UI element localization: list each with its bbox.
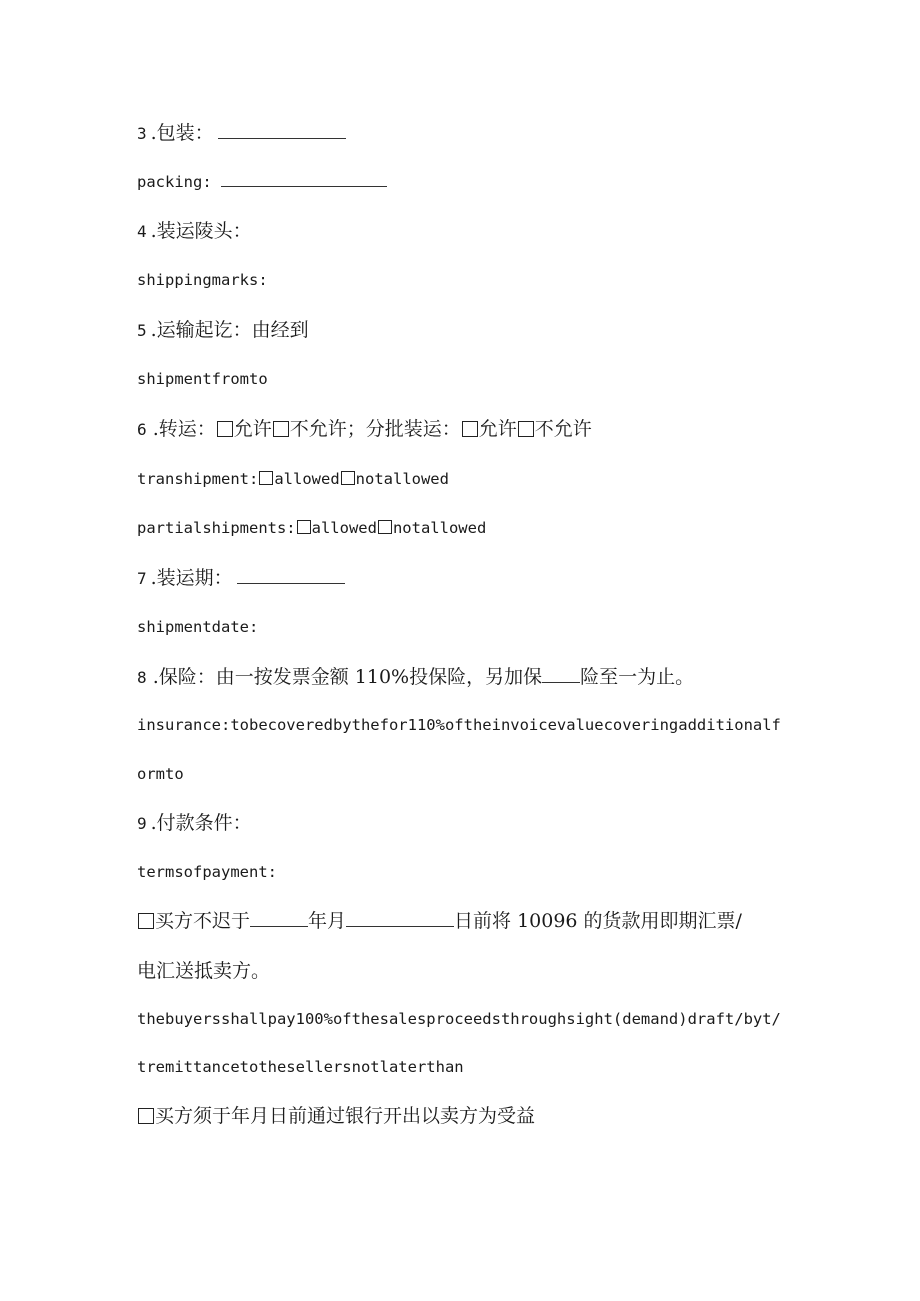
- item-7-cn: [137, 569, 345, 588]
- checkbox-icon[interactable]: [462, 421, 478, 437]
- date-label-en: shipmentdate:: [137, 618, 259, 636]
- checkbox-icon[interactable]: [138, 913, 154, 929]
- item-number: 9: [137, 814, 147, 833]
- partial-not-allowed-en: notallowed: [392, 519, 487, 537]
- transship-label-cn: .转运：: [152, 418, 216, 440]
- item-number: 8: [137, 668, 147, 687]
- checkbox-icon[interactable]: [378, 520, 392, 534]
- checkbox-icon[interactable]: [273, 421, 289, 437]
- partial-label-en: partialshipments:: [137, 519, 296, 537]
- packing-label-en: packing:: [137, 173, 212, 191]
- insurance-text-cn-b: 险至一为止。: [580, 666, 695, 688]
- checkbox-icon[interactable]: [138, 1108, 154, 1124]
- insurance-text-en-2: ormto: [137, 765, 184, 783]
- route-label-en: shipmentfromto: [137, 370, 268, 388]
- packing-label-cn: .包装：: [150, 122, 214, 144]
- item-8-cn: [137, 668, 694, 687]
- item-number: 6: [137, 420, 147, 439]
- payment-opt1-a: 买方不迟于: [155, 910, 251, 932]
- item-6-en-trans: [137, 471, 449, 488]
- partial-allowed-en: allowed: [311, 519, 377, 537]
- item-6-cn: [137, 420, 592, 439]
- checkbox-icon[interactable]: [341, 471, 355, 485]
- item-9-cn: [137, 814, 252, 833]
- payment-opt2: 买方须于年月日前通过银行开出以卖方为受益: [155, 1105, 536, 1127]
- checkbox-icon[interactable]: [259, 471, 273, 485]
- item-number: 7: [137, 569, 147, 588]
- payment-opt1-c: 日前将 10096 的货款用即期汇票/: [454, 910, 742, 932]
- marks-label-en: shippingmarks:: [137, 271, 268, 289]
- transship-label-en: transhipment:: [137, 470, 259, 488]
- marks-label-cn: .装运陵头：: [150, 220, 252, 242]
- item-8-en-line1: [137, 718, 781, 734]
- payment-option-1-cn: [137, 912, 742, 931]
- insurance-text-en-1: insurance:tobecoveredbythefor110%oftheinvoicevaluecoveringadditionalf: [137, 716, 781, 734]
- partial-allowed-cn: 允许: [478, 418, 517, 440]
- route-label-cn: .运输起讫：由经到: [150, 319, 309, 341]
- payment-opt1-b: 年月: [308, 910, 347, 932]
- insurance-blank-cn: [542, 681, 580, 683]
- item-5-cn: [137, 321, 309, 340]
- payment-label-en: termsofpayment:: [137, 863, 277, 881]
- item-8-en-line2: [137, 767, 184, 783]
- date-blank-cn: [237, 582, 345, 584]
- date-label-cn: .装运期：: [150, 567, 233, 589]
- item-4-cn: [137, 222, 252, 241]
- payment-blank-2: [346, 925, 454, 927]
- item-3-en: [137, 175, 387, 191]
- insurance-text-cn-a: .保险：由一按发票金额 110%投保险，另加保: [152, 666, 543, 688]
- partial-not-allowed-cn: 不允许: [534, 418, 592, 440]
- payment-option-1-en-line1: [137, 1012, 781, 1028]
- payment-option-1-en-line2: [137, 1060, 464, 1076]
- item-number: 5: [137, 321, 147, 340]
- payment-option-1-cn-line2: [137, 962, 270, 981]
- payment-blank-1: [250, 925, 308, 927]
- checkbox-icon[interactable]: [217, 421, 233, 437]
- transship-allowed-en: allowed: [274, 470, 340, 488]
- item-3-cn: [137, 124, 346, 143]
- checkbox-icon[interactable]: [518, 421, 534, 437]
- packing-blank-cn: [218, 137, 346, 139]
- item-7-en: [137, 620, 258, 636]
- transship-not-allowed-cn: 不允许；分批装运：: [289, 418, 461, 440]
- payment-option-2-cn: [137, 1107, 535, 1126]
- item-number: 3: [137, 124, 147, 143]
- packing-blank-en: [221, 185, 387, 187]
- payment-opt1-line2: 电汇送抵卖方。: [137, 960, 271, 982]
- checkbox-icon[interactable]: [297, 520, 311, 534]
- payment-opt1-en-1: thebuyersshallpay100%ofthesalesproceedsthroughsight(demand)draft/byt/: [137, 1010, 781, 1028]
- payment-opt1-en-2: tremittancetothesellersnotlaterthan: [137, 1058, 464, 1076]
- item-9-en: [137, 865, 277, 881]
- transship-not-allowed-en: notallowed: [355, 470, 449, 488]
- payment-label-cn: .付款条件：: [150, 812, 252, 834]
- item-number: 4: [137, 222, 147, 241]
- item-6-en-partial: [137, 520, 486, 537]
- transship-allowed-cn: 允许: [233, 418, 272, 440]
- item-5-en: [137, 372, 268, 388]
- item-4-en: [137, 273, 268, 289]
